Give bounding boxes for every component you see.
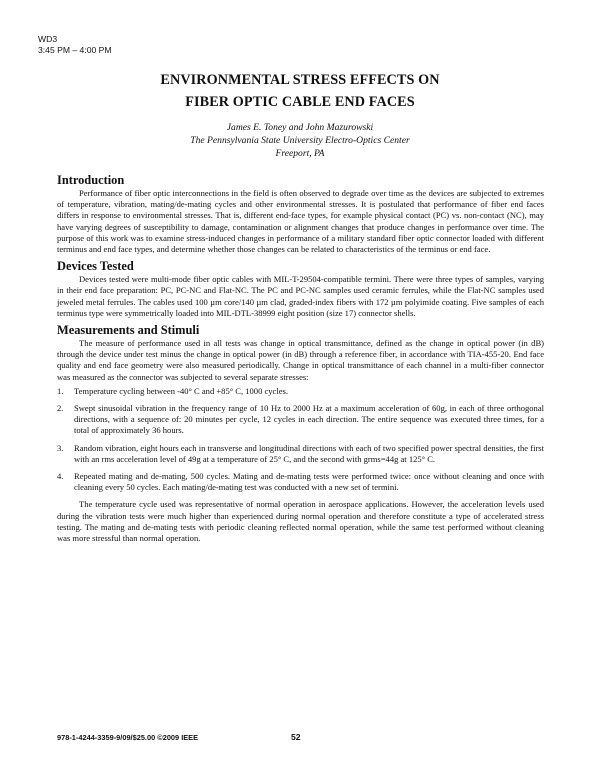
list-item [57,471,544,493]
list-item [57,386,544,397]
session-info [38,34,112,56]
list-item-text: Repeated mating and de-mating, 500 cycles. Mating and de-mating tests were performed twice: once without cleaning and once with cleaning every 50 cycles. Each mating/de-mating test was conducted with a new set of termini. [74,471,544,493]
paper-title-line-1: ENVIRONMENTAL STRESS EFFECTS ON [160,72,440,88]
author-affiliation: The Pennsylvania State University Electro-Optics Center [190,135,410,146]
measurements-closing-paragraph: The temperature cycle used was representative of normal operation in aerospace applications. However, the acceleration levels used during the vibration tests were much higher than experienced during normal operation and therefore constitute a type of accelerated stress testing. The mating and de-mating tests with periodic cleaning reflected normal operation, while the same test performed without cleaning was more stressful than normal operation. [57,499,544,544]
session-time: 3:45 PM – 4:00 PM [38,45,112,55]
devices-tested-paragraph: Devices tested were multi-mode fiber optic cables with MIL-T-29504-compatible termini. There were three types of samples, varying in their end face preparation: PC, PC-NC and Flat-NC. The PC and PC-NC samples used ceramic ferrules, while the Flat-NC samples used jeweled metal ferrules. The cables used 100 µm core/140 µm clad, graded-index fibers with 172 µm polyimide coating. Five samples of each terminus type were symmetrically loaded into MIL-DTL-38999 eight position (size 17) connector shells. [57,274,544,318]
author-location: Freeport, PA [275,148,325,159]
measurements-heading: Measurements and Stimuli [57,323,200,338]
list-item [57,443,544,465]
list-item-text: Random vibration, eight hours each in transverse and longitudinal directions with each of two specified power spectral densities, the first with an rms acceleration level of 49g at a temperature of 25° C, and the second with grms=44g at 125° C. [74,442,544,464]
list-item-number: 1. [57,385,64,396]
stress-list [57,386,544,494]
session-code: WD3 [38,34,58,44]
footer-isbn: 978-1-4244-3359-9/09/$25.00 ©2009 IEEE [57,733,199,742]
measurements-intro-paragraph: The measure of performance used in all tests was change in optical transmittance, defined as the change in optical power (in dB) through the device under test minus the change in optical power (in dB) through a reference fiber, in accordance with TIA-455-20. End face quality and end face geometry were also measured periodically. Change in optical transmittance of each channel in a multi-fiber connector was measured as the connector was subjected to several separate stresses: [57,338,544,382]
author-block [0,121,600,160]
list-item-text: Swept sinusoidal vibration in the frequency range of 10 Hz to 2000 Hz at a maximum acceleration of 60g, in each of three orthogonal directions, with a sequence of: 20 minutes per cycle, 12 cycles in each direction. The entire sequence was executed three times, for a total of approximately 36 hours. [74,403,544,436]
list-item-number: 2. [57,403,64,414]
paper-title-line-2: FIBER OPTIC CABLE END FACES [185,94,415,110]
list-item [57,403,544,437]
author-names: James E. Toney and John Mazurowski [226,122,374,133]
list-item-number: 4. [57,471,64,482]
page-number: 52 [291,732,301,742]
devices-tested-heading: Devices Tested [57,259,134,274]
introduction-paragraph: Performance of fiber optic interconnections in the field is often observed to degrade over time as the devices are subjected to extremes of temperature, vibration, mating/de-mating cycles and other environmental stresses. It is postulated that performance of fiber end faces differs in response to environmental stresses. That is, different end-face types, for example physical contact (PC) vs. non-contact (NC), may have varying degrees of susceptibility to damage, contamination or alignment changes that produce changes in performance over time. The purpose of this work was to examine stress-induced changes in performance of a military standard fiber optic connector loaded with different terminus and end face types, and determine whether those changes can be related to characteristics of the terminus or end face. [57,188,544,255]
list-item-number: 3. [57,442,64,453]
introduction-heading: Introduction [57,173,125,187]
paper-body [57,173,544,544]
list-item-text: Temperature cycling between -40° C and +85° C, 1000 cycles. [74,385,288,396]
